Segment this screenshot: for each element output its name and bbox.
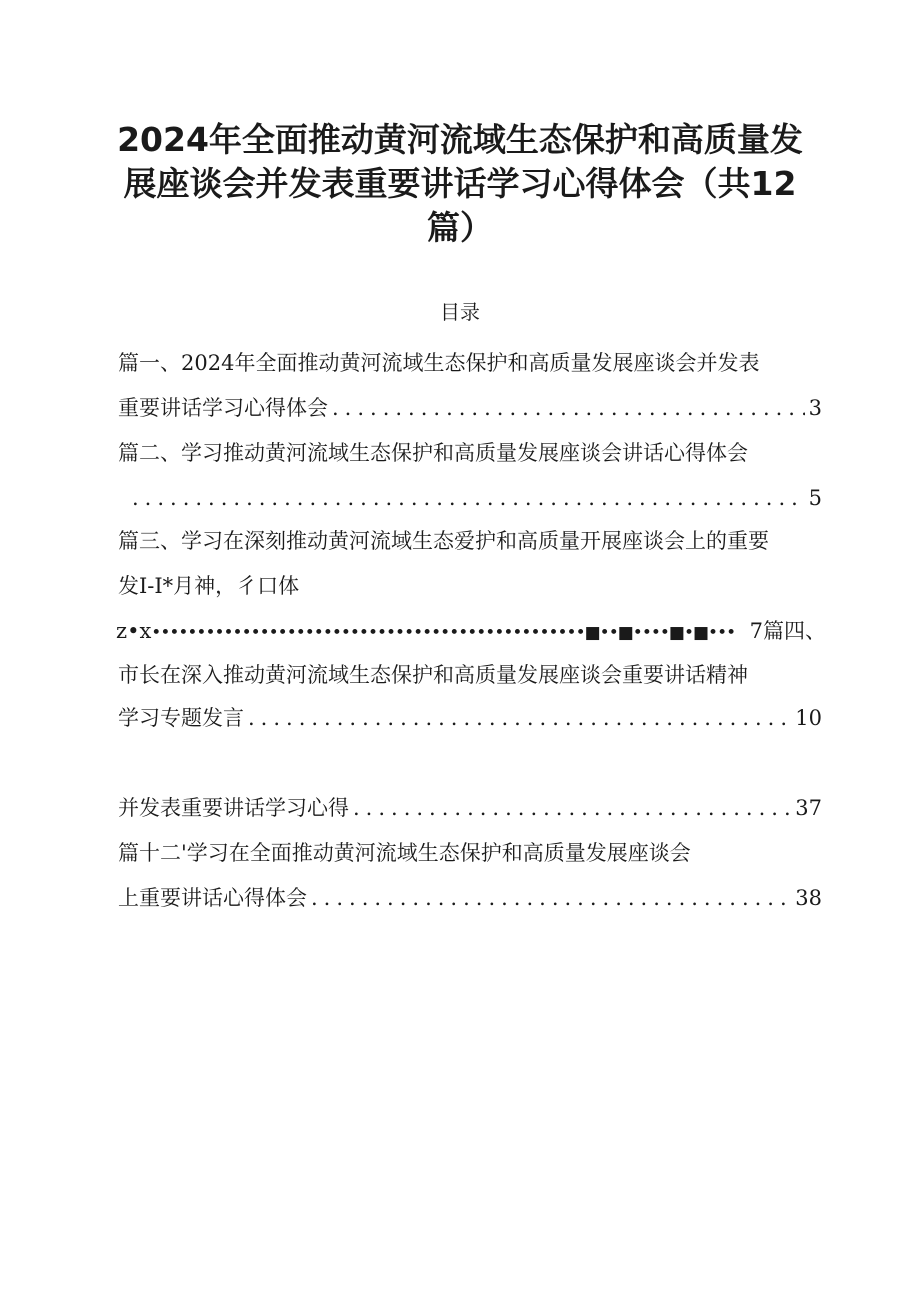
toc-entry-12-line-1: 篇十二'学习在全面推动黄河流域生态保护和高质量发展座谈会 [118, 841, 691, 865]
toc-entry-1-leader-line [118, 393, 822, 423]
toc-entry-3-line-3-start: z•x [116, 619, 152, 643]
toc-entry-11-line-2: 并发表重要讲话学习心得 [118, 796, 349, 820]
toc-entry-12-leader-line [118, 883, 822, 913]
dot-leader [248, 703, 791, 733]
document-title-line-1: 2024年全面推动黄河流域生态保护和高质量发 [117, 120, 803, 159]
toc-entry-4-line-2: 学习专题发言 [118, 706, 244, 730]
toc-entry-11-page: 37 [795, 796, 822, 820]
document-title-line-3: 篇） [427, 208, 493, 247]
dot-leader [311, 883, 791, 913]
document-title-line-2: 展座谈会并发表重要讲话学习心得体会（共12 [123, 164, 797, 203]
toc-heading: 目录 [440, 300, 480, 324]
toc-entry-3-line-1: 篇三、学习在深刻推动黄河流域生态爱护和高质量开展座谈会上的重要 [118, 529, 769, 553]
toc-entry-1-line-2: 重要讲话学习心得体会 [118, 396, 328, 420]
toc-entry-1-page: 3 [808, 396, 822, 420]
toc-entry-3-line-2: 发I-I*月神，彳口体 [118, 574, 300, 598]
toc-entry-4-leader-line [118, 703, 822, 733]
dot-leader [132, 483, 805, 513]
toc-entry-3-garbled-leader: ••••••••••••••••••••••••••••••••••••••••••••••••■••■••••■•■••• [151, 623, 736, 643]
dot-leader [332, 393, 805, 423]
toc-entry-11-leader-line [118, 793, 822, 823]
toc-entry-3-line-3-end: 7篇四、 [749, 619, 826, 643]
toc-entry-2-line-1: 篇二、学习推动黄河流域生态保护和高质量发展座谈会讲话心得体会 [118, 441, 748, 465]
toc-entry-12-line-2: 上重要讲话心得体会 [118, 886, 307, 910]
toc-entry-1-line-1: 篇一、2024年全面推动黄河流域生态保护和高质量发展座谈会并发表 [118, 351, 760, 375]
toc-entry-4-page: 10 [795, 706, 822, 730]
toc-entry-4-line-1: 市长在深入推动黄河流域生态保护和高质量发展座谈会重要讲话精神 [118, 663, 748, 687]
dot-leader [353, 793, 791, 823]
toc-entry-12-page: 38 [795, 886, 822, 910]
toc-entry-3-garbled-line [116, 616, 826, 646]
toc-entry-2-page: 5 [808, 486, 822, 510]
toc-entry-2-leader-line [118, 483, 822, 513]
